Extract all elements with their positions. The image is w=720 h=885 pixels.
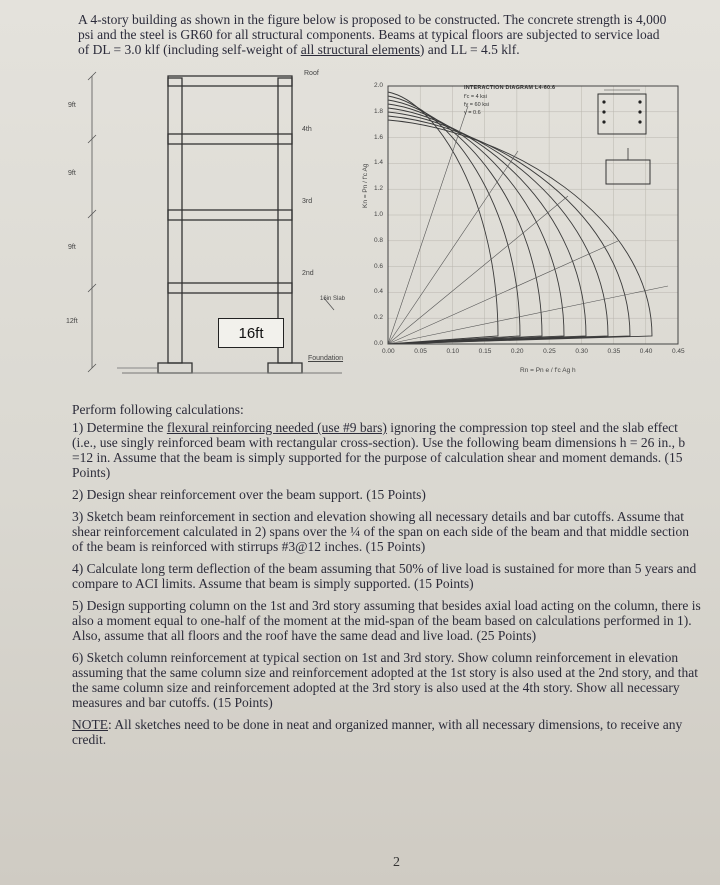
y-tick-label: 0.4 (374, 288, 384, 296)
page-number: 2 (393, 855, 400, 870)
question-1-underlined: flexural reinforcing needed (use #9 bars) (166, 420, 387, 435)
floor-label-3rd: 3rd (302, 198, 313, 205)
foundation-label: Foundation (308, 355, 344, 362)
note-label: NOTE (72, 717, 108, 732)
x-tick-label: 0.15 (478, 348, 492, 355)
diagram-legend (464, 93, 489, 117)
x-tick-label: 0.30 (575, 348, 588, 355)
x-tick-label: 0.00 (382, 348, 395, 355)
x-tick-label: 0.45 (672, 348, 685, 355)
story-height-1: 12ft (66, 318, 78, 325)
story-height-2: 9ft (68, 244, 76, 251)
slab-label: 16in Slab (320, 296, 346, 302)
question-2: 2) Design shear reinforcement over the beam support. (15 Points) (72, 487, 426, 502)
problem-intro: A 4-story building as shown in the figure below is proposed to be constructed. The concrete strength is 4,000 psi and the steel is GR60 for all structural components. Beams at typical floors are subjected to service load of DL = 3.0 klf (including self-weight of all structural elements) and LL = 4.5 klf. (78, 12, 667, 57)
y-tick-label: 1.4 (374, 159, 384, 167)
y-tick-label: 1.6 (374, 133, 384, 141)
note: NOTE: All sketches need to be done in neat and organized manner, with all necessary dimensions, to receive any credit. (72, 717, 683, 747)
y-tick-label: 0.6 (374, 262, 384, 270)
y-tick-label: 2.0 (374, 82, 384, 89)
questions-header: Perform following calculations: (72, 402, 244, 417)
x-tick-label: 0.40 (639, 348, 653, 355)
intro-underlined: all structural elements (300, 42, 420, 57)
interaction-curve (388, 120, 652, 344)
y-tick-label: 1.0 (374, 211, 384, 218)
diagram-title: INTERACTION DIAGRAM L4-60.6 (464, 85, 556, 91)
floor-label-roof: Roof (304, 70, 319, 77)
x-tick-label: 0.10 (446, 348, 460, 355)
frame-drawing (62, 70, 362, 385)
interaction-diagram-plot (360, 78, 690, 378)
x-tick-label: 0.05 (414, 348, 427, 355)
interaction-diagram (360, 78, 690, 378)
question-6: 6) Sketch column reinforcement at typical section on 1st and 3rd story. Show column reinforcement in elevation assuming that the same column size and reinforcement adopted at the 1st story is also used at the 2nd story, and that the same column size and reinforcement adopted at the 3rd story is also used at the 4th story. Show all necessary measures and bar cutoffs. (15 Points) (72, 650, 698, 710)
interaction-curve (388, 112, 608, 344)
question-4: 4) Calculate long term deflection of the beam assuming that 50% of live load is sustained for more than 5 years and compare to ACI limits. Assume that beam is simply supported. (15 Points) (72, 561, 697, 591)
x-tick-label: 0.35 (607, 348, 621, 355)
story-height-4: 9ft (68, 102, 76, 109)
x-tick-label: 0.25 (543, 348, 556, 355)
story-height-3: 9ft (68, 170, 76, 177)
legend-fc: f'c = 4 ksi (464, 94, 487, 100)
interaction-curve (388, 116, 630, 344)
building-frame-figure (62, 70, 362, 385)
strain-line (388, 106, 468, 344)
y-tick-label: 0.8 (374, 236, 384, 244)
span-label: 16ft (218, 318, 284, 348)
question-5: 5) Design supporting column on the 1st and 3rd story assuming that besides axial load acting on the column, there is also a moment equal to one-half of the moment at the mid-span of the beam based on calculations performed in 1). Also, assume that all floors and the roof have the same dead and live load. (25 Points) (72, 598, 701, 643)
x-tick-label: 0.20 (510, 348, 524, 355)
questions-section (72, 402, 702, 754)
floor-label-4th: 4th (302, 126, 312, 133)
y-tick-label: 0.2 (374, 314, 384, 322)
interaction-curve (388, 108, 586, 344)
y-tick-label: 1.2 (374, 185, 384, 193)
floor-label-2nd: 2nd (302, 270, 314, 277)
question-1: 1) Determine the flexural reinforcing needed (use #9 bars) ignoring the compression top steel and the slab effect (i.e., use singly reinforced beam with rectangular cross-section). Use the following beam dimensions h = 26 in., b =12 in. Assume that the beam is simply supported for the purpose of calculation shear and moment demands. (15 Points) (72, 420, 686, 480)
legend-gamma: γ = 0.6 (464, 110, 481, 116)
y-axis-label: Kn = Pn / f'c Ag (362, 163, 369, 208)
y-tick-label: 0.0 (374, 340, 384, 347)
y-tick-label: 1.8 (374, 107, 384, 115)
strain-line (388, 196, 568, 344)
legend-fy: fy = 60 ksi (464, 102, 489, 108)
x-axis-label: Rn = Pn e / f'c Ag h (520, 367, 576, 374)
strain-line (388, 286, 668, 344)
question-3: 3) Sketch beam reinforcement in section and elevation showing all necessary details and bar cutoffs. Assume that shear reinforcement calculated in 2) spans over the ¼ of the span on each side of the beam and that middle section of the beam is reinforced with stirrups #3@12 inches. (15 Points) (72, 509, 690, 554)
